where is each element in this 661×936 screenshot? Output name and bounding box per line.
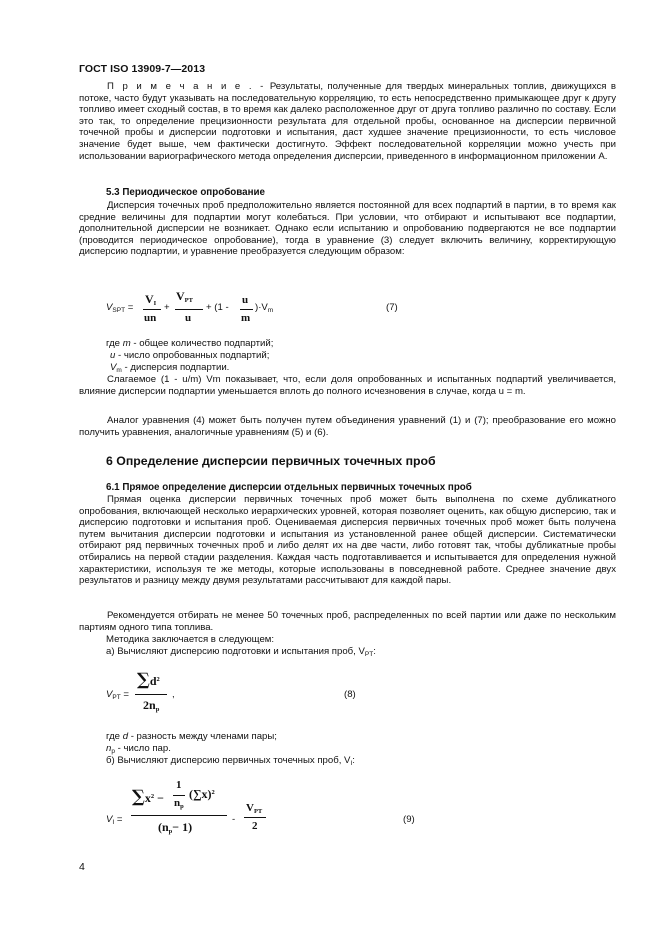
where7-line-3: $V_m$ - дисперсия подпартии. bbox=[110, 362, 230, 374]
eq9-vpt-fraction-line bbox=[244, 817, 266, 818]
eq7-num3: u bbox=[242, 294, 249, 306]
eq7-den2: u bbox=[185, 312, 192, 324]
eq7-lhs: $V_{SPT}$ = bbox=[106, 302, 134, 314]
note-label: П р и м е ч а н и е . - bbox=[107, 81, 266, 92]
analog-paragraph: Аналог уравнения (4) может быть получен путем объединения уравнений (1) и (7); преобразование его можно получить уравнения, аналогичные уравнениям (5) и (6). bbox=[79, 415, 616, 438]
section-5-3-heading: 5.3 Периодическое опробование bbox=[106, 187, 265, 198]
eq8-fraction-line bbox=[135, 694, 167, 695]
note-text: Результаты, полученные для твердых минеральных топлив, движущихся в потоке, часто будут указывать на последовательную корреляцию, то есть непосредственно примыкающее друг к другу топливо имеет сходный состав, в то время как далеко расположенное друг от друга топливо различно по составу. Если это так, то определение прецизионности результата для отдельной пробы, основанное на дисперсии первичной точечной пробы и дисперсии подготовки и испытания, даст худшее значение прецизионности, то есть числовое значение будет выше, чем фактически достигнуто. Эффект последовательной корреляции можно учесть при использовании вариографического метода определения дисперсии, приведенного в информационном приложении А. bbox=[79, 81, 616, 162]
note-paragraph bbox=[79, 81, 616, 162]
eq8-number: (8) bbox=[344, 689, 356, 700]
eq7-plus2: + (1 - bbox=[206, 302, 229, 313]
eq9-denominator: $(n_p- 1)$ bbox=[158, 820, 193, 835]
where7-line-2: u - число опробованных подпартий; bbox=[110, 350, 270, 361]
eq7-num1: $V_I$ bbox=[145, 292, 157, 307]
eq9-main-fraction-line bbox=[131, 815, 227, 816]
eq7-den3: m bbox=[241, 312, 251, 324]
eq7-num2: $V_{PT}$ bbox=[176, 289, 193, 304]
eq9-two: 2 bbox=[252, 820, 258, 832]
eq9-lhs: $V_I$ = bbox=[106, 814, 123, 826]
eq7-plus1: + bbox=[164, 302, 170, 313]
eq7-tail: )$\cdot V_m$ bbox=[255, 302, 274, 314]
eq9-one: 1 bbox=[176, 779, 182, 791]
page-number: 4 bbox=[79, 861, 85, 873]
section-6-1-paragraph-2: Рекомендуется отбирать не менее 50 точечных проб, распределенных по всей партии или даже по нескольким партиям одного типа топлива. bbox=[79, 610, 616, 633]
eq8-denominator: $2n_p$ bbox=[143, 698, 160, 713]
eq7-fraction-line-2 bbox=[175, 309, 203, 310]
section-6-1-heading: 6.1 Прямое определение дисперсии отдельных первичных точечных проб bbox=[106, 482, 472, 493]
section-6-heading: 6 Определение дисперсии первичных точечных проб bbox=[106, 454, 436, 468]
where8-line-1: где d - разность между членами пары; bbox=[106, 731, 277, 742]
eq9-inner-fraction-line bbox=[173, 795, 185, 796]
eq9-num-sum-x2: $\sum x^2$ − bbox=[132, 787, 164, 807]
where7-line-1: где m - общее количество подпартий; bbox=[106, 338, 274, 349]
eq9-sum-x-squared: $(\sum x)^2$ bbox=[189, 787, 215, 801]
eq9-number: (9) bbox=[403, 814, 415, 825]
where8-line-2: $n_p$ - число пар. bbox=[106, 743, 171, 755]
eq8-comma: , bbox=[172, 689, 175, 700]
eq7-fraction-line-3 bbox=[240, 309, 253, 310]
method-line: Методика заключается в следующем: bbox=[106, 634, 275, 645]
step-b-line: б) Вычисляют дисперсию первичных точечных проб, $V_I$: bbox=[106, 755, 355, 767]
eq9-minus: - bbox=[232, 814, 236, 825]
eq7-den1: un bbox=[144, 312, 157, 324]
section-5-3-paragraph: Дисперсия точечных проб предположительно является постоянной для всех подпартий в партии, в то время как средние величины для подпартии могут колебаться. При условии, что отбирают и испытывают все подпартии, дополнительной дисперсии не возникает. Однако если испытанию и опробованию подвергаются не все подпартии (проводится периодическое опробование), тогда в уравнение (3) следует включить величину, корректирующую дисперсию подпартии, и уравнение преобразуется следующим образом: bbox=[79, 200, 616, 258]
eq8-numerator: $\sum d^2$ bbox=[137, 670, 160, 690]
step-a-line: а) Вычисляют дисперсию подготовки и испытания проб, $V_{PT}$: bbox=[106, 646, 376, 658]
slagaemoe-paragraph: Слагаемое (1 - u/m) Vm показывает, что, если доля опробованных и испытанных подпартий увеличивается, влияние дисперсии подпартии уменьшается вплоть до полного исчезновения в случае, когда u = m. bbox=[79, 374, 616, 397]
document-header: ГОСТ ISO 13909-7—2013 bbox=[79, 63, 206, 75]
eq7-number: (7) bbox=[386, 302, 398, 313]
eq9-np: $n_p$ bbox=[174, 797, 184, 810]
section-6-1-paragraph-1: Прямая оценка дисперсии первичных точечных проб может быть выполнена по схеме дубликатного опробования, включающей несколько иерархических уровней, которая позволяет оценить, как общую дисперсию, так и дисперсию подготовки и испытания проб. Оцениваемая дисперсия первичных точечных проб может быть получена путем вычитания дисперсии подготовки и испытания из установленной ранее общей дисперсии. Систематически отбирают ряд первичных точечных проб и либо делят их на две части, либо готовят так, чтобы дубликатные пробы отбирались на первой стадии разделения. Каждая часть подготавливается и испытывается для определения нужной характеристики, используя те же методы, которые использованы в повседневной работе. Среднее значение двух результатов и разницу между двумя результатами рассчитывают для каждой пары. bbox=[79, 494, 616, 587]
eq7-fraction-line-1 bbox=[143, 309, 161, 310]
eq9-vpt: $V_{PT}$ bbox=[246, 802, 263, 815]
eq8-lhs: $V_{PT}$ = bbox=[106, 689, 129, 701]
